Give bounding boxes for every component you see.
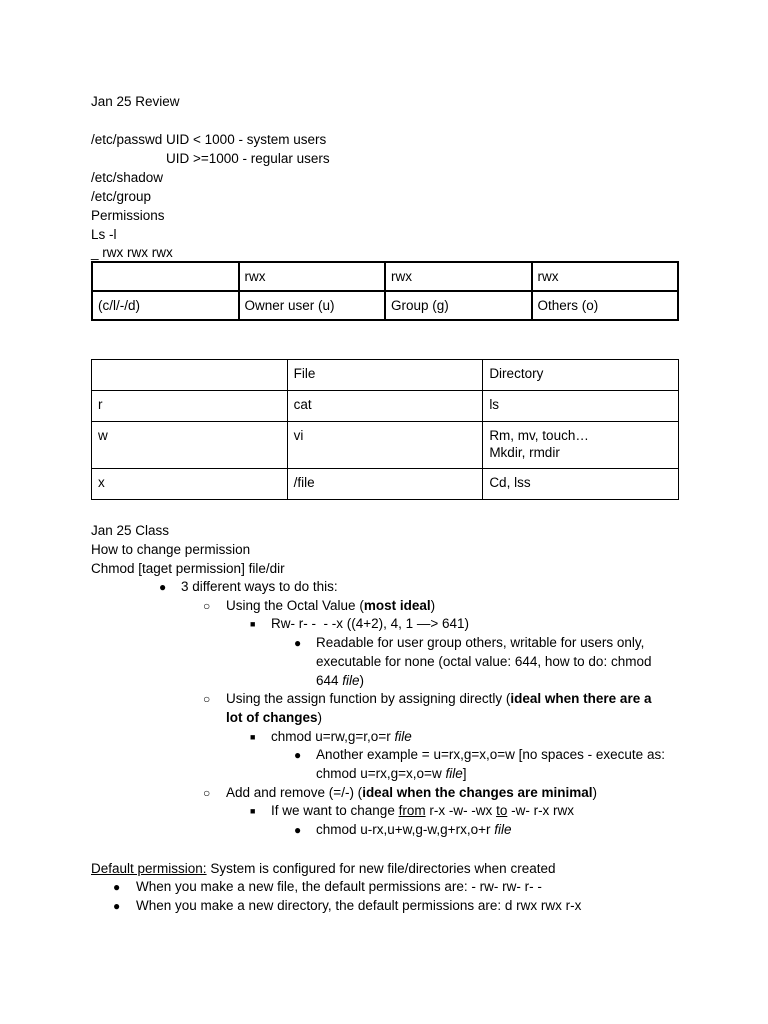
list-item: ● When you make a new directory, the default permissions are: d rwx rwx r-x <box>91 897 681 916</box>
table-cell: Others (o) <box>532 291 679 320</box>
table-cell: Group (g) <box>385 291 532 320</box>
review-title: Jan 25 Review <box>91 94 180 109</box>
class-line: How to change permission <box>91 542 251 557</box>
list-item: ■ If we want to change from r-x -w- -wx to -w- r-x rwx <box>91 802 681 821</box>
disc-bullet: ● <box>294 636 302 651</box>
table-cell: File <box>287 360 483 391</box>
passwd-line: /etc/passwd UID < 1000 - system users <box>91 132 327 147</box>
square-bullet: ■ <box>250 806 256 817</box>
table-cell: vi <box>287 422 483 469</box>
table-row <box>92 360 679 391</box>
list-item: ○ Using the Octal Value (most ideal) <box>91 597 681 616</box>
table-row <box>92 262 678 291</box>
permissions-line: Permissions <box>91 208 165 223</box>
table-cell: rwx <box>239 262 386 291</box>
square-bullet: ■ <box>250 731 256 742</box>
ls-line: Ls -l <box>91 227 117 242</box>
circle-bullet: ○ <box>203 692 211 707</box>
list-item: ● Readable for user group others, writable for users only, executable for none (octal value: 644, how to do: chmod 644 file) <box>294 635 652 688</box>
disc-bullet: ● <box>294 748 302 763</box>
group-line: /etc/group <box>91 189 152 204</box>
disc-bullet: ● <box>294 823 302 838</box>
permission-table <box>91 261 679 321</box>
table-cell: cat <box>287 391 483 422</box>
circle-bullet: ○ <box>203 598 211 613</box>
document-content <box>91 92 681 915</box>
table-cell: rwx <box>385 262 532 291</box>
table-cell: w <box>92 422 288 469</box>
table-cell <box>92 360 288 391</box>
disc-bullet: ● <box>113 879 121 894</box>
table-row <box>92 391 679 422</box>
list-item: ● chmod u-rx,u+w,g-w,g+rx,o+r file <box>91 821 681 840</box>
list-item: ○ Add and remove (=/-) (ideal when the changes are minimal) <box>91 784 681 803</box>
list-item: ● Another example = u=rx,g=x,o=w [no spaces - execute as: chmod u=rx,g=x,o=w file] <box>294 747 665 782</box>
table-cell <box>92 262 239 291</box>
square-bullet: ■ <box>250 619 256 630</box>
list-item: ■ Rw- r- - - -x ((4+2), 4, 1 —> 641) <box>91 615 681 634</box>
table-cell: x <box>92 469 288 500</box>
table-cell: /file <box>287 469 483 500</box>
circle-bullet: ○ <box>203 785 211 800</box>
shadow-line: /etc/shadow <box>91 170 164 185</box>
table-cell: Directory <box>483 360 679 391</box>
table-row <box>92 422 679 469</box>
table-cell: (c/l/-/d) <box>92 291 239 320</box>
disc-bullet: ● <box>113 898 121 913</box>
table-cell: Cd, lss <box>483 469 679 500</box>
table-cell: ls <box>483 391 679 422</box>
cell-line: Rm, mv, touch… <box>489 428 589 443</box>
table-cell: r <box>92 391 288 422</box>
class-section <box>91 521 681 915</box>
default-permission-line: Default permission: System is configured for new file/directories when created <box>91 860 556 876</box>
disc-bullet: ● <box>159 580 167 594</box>
list-item: ● When you make a new file, the default permissions are: - rw- rw- r- - <box>91 878 681 897</box>
uid-line: UID >=1000 - regular users <box>166 151 330 166</box>
rwx-line: _ rwx rwx rwx <box>91 245 173 260</box>
table-cell: rwx <box>532 262 679 291</box>
class-title: Jan 25 Class <box>91 523 170 538</box>
cell-line: Mkdir, rmdir <box>489 445 560 460</box>
table-cell: Owner user (u) <box>239 291 386 320</box>
list-item: ○ Using the assign function by assigning directly (ideal when there are a lot of changes) <box>203 691 652 725</box>
list-item: ● 3 different ways to do this: <box>91 578 681 597</box>
list-item: ■ chmod u=rw,g=r,o=r file <box>91 728 681 747</box>
table-row <box>92 291 678 320</box>
class-line: Chmod [taget permission] file/dir <box>91 561 285 576</box>
table-row <box>92 469 679 500</box>
file-directory-table <box>91 359 679 500</box>
table-cell <box>483 422 679 469</box>
